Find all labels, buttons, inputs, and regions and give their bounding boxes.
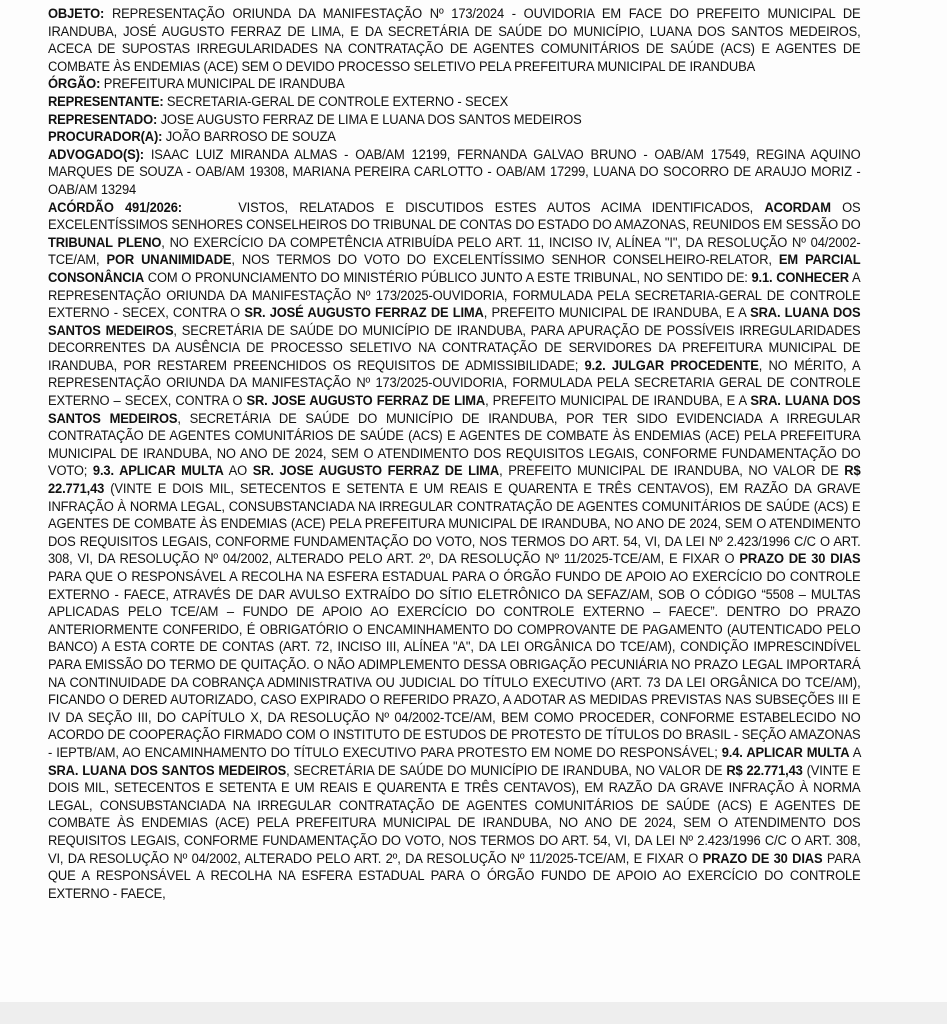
acordao-text: , NO MÉRITO, A REPRESENTAÇÃO ORIUNDA DA MANIFESTAÇÃO Nº 173/2025-OUVIDORIA, FORMULADA PELA SECRETARIA GERAL DE CONTROLE EXTERNO – SECEX, CONTRA O: [48, 357, 861, 409]
acordao-text: AO: [228, 463, 248, 479]
acordao-label: ACÓRDÃO 491/2026:: [48, 199, 182, 215]
procurador-text: JOÃO BARROSO DE SOUZA: [165, 129, 336, 145]
acordao-text: A: [852, 744, 861, 760]
acordao-text: OS EXCELENTÍSSIMOS SENHORES CONSELHEIROS DO TRIBUNAL DE CONTAS DO ESTADO DO AMAZONAS, REUNIDOS EM SESSÃO DO: [48, 199, 861, 233]
objeto-label: OBJETO:: [48, 6, 105, 21]
procurador-paragraph: [48, 128, 861, 146]
orgao-paragraph: [48, 75, 861, 93]
acordao-text: , SECRETÁRIA DE SAÚDE DO MUNICÍPIO DE IRANDUBA, NO VALOR DE: [286, 762, 723, 778]
acordao-text: , NOS TERMOS DO VOTO DO EXCELENTÍSSIMO SENHOR CONSELHEIRO-RELATOR,: [231, 252, 772, 268]
acordao-bold: SR. JOSÉ AUGUSTO FERRAZ DE LIMA: [244, 305, 484, 321]
acordao-bold: SR. JOSE AUGUSTO FERRAZ DE LIMA: [246, 393, 486, 409]
procurador-label: PROCURADOR(A):: [48, 129, 163, 145]
acordao-bold: SRA. LUANA DOS SANTOS MEDEIROS: [48, 305, 861, 338]
item-9-3-label: 9.3. APLICAR MULTA: [92, 463, 224, 479]
acordao-text: , PREFEITO MUNICIPAL DE IRANDUBA, E A: [485, 393, 747, 409]
acordao-text: (VINTE E DOIS MIL, SETECENTOS E SETENTA E UM REAIS E QUARENTA E TRÊS CENTAVOS), EM RAZÃO DA GRAVE INFRAÇÃO À NORMA LEGAL, CONSUBSTANCIADA NA IRREGULAR CONTRATAÇÃO DE AGENTES COMUNITÁRIOS DE SAÚDE (ACS) E AGENTES DE COMBATE ÀS ENDEMIAS (ACE) PELA PREFEITURA MUNICIPAL DE IRANDUBA, NO ANO DE 2024, SEM O ATENDIMENTO DOS REQUISITOS LEGAIS, CONFORME FUNDAMENTAÇÃO DO VOTO, NOS TERMOS DO ART. 54, VI, DA LEI Nº 2.423/1996 C/C O ART. 308, VI, DA RESOLUÇÃO Nº 04/2002, ALTERADO PELO ART. 2º, DA RESOLUÇÃO Nº 11/2025-TCE/AM, E FIXAR O: [48, 762, 861, 866]
deadline: PRAZO DE 30 DIAS: [739, 551, 861, 567]
acordao-text: , SECRETÁRIA DE SAÚDE DO MUNICÍPIO DE IRANDUBA, POR TER SIDO EVIDENCIADA A IRREGULAR CONTRATAÇÃO DE AGENTES COMUNITÁRIOS DE SAÚDE (ACS) E AGENTES DE COMBATE ÀS ENDEMIAS (ACE) PELA PREFEITURA MUNICIPAL DE IRANDUBA, NO ANO DE 2024, SEM O ATENDIMENTO DOS REQUISITOS LEGAIS, CONFORME FUNDAMENTAÇÃO DO VOTO;: [48, 410, 861, 479]
fine-amount: R$ 22.771,43: [726, 762, 803, 778]
acordao-bold: SRA. LUANA DOS SANTOS MEDEIROS: [48, 393, 861, 426]
acordao-text: , PREFEITO MUNICIPAL DE IRANDUBA, NO VALOR DE: [499, 463, 839, 479]
representado-text: JOSE AUGUSTO FERRAZ DE LIMA E LUANA DOS SANTOS MEDEIROS: [160, 111, 582, 127]
advogados-text: ISAAC LUIZ MIRANDA ALMAS - OAB/AM 12199, FERNANDA GALVAO BRUNO - OAB/AM 17549, REGINA AQUINO MARQUES DE SOUZA - OAB/AM 19308, MARIANA PEREIRA CARLOTTO - OAB/AM 17299, LUANA DO SOCORRO DE ARAUJO MORIZ - OAB/AM 13294: [48, 146, 861, 197]
acordao-bold: SRA. LUANA DOS SANTOS MEDEIROS: [48, 762, 287, 778]
acordao-bold: TRIBUNAL PLENO: [48, 234, 162, 250]
acordao-bold: EM PARCIAL CONSONÂNCIA: [48, 252, 861, 285]
representado-paragraph: [48, 111, 861, 129]
item-9-4-label: 9.4. APLICAR MULTA: [721, 744, 850, 760]
acordao-bold: SR. JOSE AUGUSTO FERRAZ DE LIMA: [252, 463, 500, 479]
advogados-label: ADVOGADO(S):: [48, 146, 144, 162]
representante-text: SECRETARIA-GERAL DE CONTROLE EXTERNO - SECEX: [166, 93, 509, 109]
acordao-text: , PREFEITO MUNICIPAL DE IRANDUBA, E A: [483, 305, 746, 321]
representado-label: REPRESENTADO:: [48, 111, 158, 127]
representante-label: REPRESENTANTE:: [48, 93, 164, 109]
objeto-paragraph: [48, 5, 861, 75]
acordao-paragraph: [48, 199, 861, 903]
acordao-text: PARA QUE O RESPONSÁVEL A RECOLHA NA ESFERA ESTADUAL PARA O ÓRGÃO FUNDO DE APOIO AO EXERCÍCIO DO CONTROLE EXTERNO - FAECE, ATRAVÉS DE DAR AVULSO EXTRAÍDO DO SÍTIO ELETRÔNICO DA SEFAZ/AM, SOB O CÓDIGO “5508 – MULTAS APLICADAS PELO TCE/AM – FUNDO DE APOIO AO EXERCÍCIO DO CONTROLE EXTERNO – FAECE”. DENTRO DO PRAZO ANTERIORMENTE CONFERIDO, É OBRIGATÓRIO O ENCAMINHAMENTO DO COMPROVANTE DE PAGAMENTO (AUTENTICADO PELO BANCO) A ESTA CORTE DE CONTAS (ART. 72, INCISO III, ALÍNEA "A", DA LEI ORGÂNICA DO TCE/AM), CONDIÇÃO IMPRESCINDÍVEL PARA EMISSÃO DO TERMO DE QUITAÇÃO. O NÃO ADIMPLEMENTO DESSA OBRIGAÇÃO PECUNIÁRIA NO PRAZO LEGAL IMPORTARÁ NA CONTINUIDADE DA COBRANÇA ADMINISTRATIVA OU JUDICIAL DO TÍTULO EXECUTIVO (ART. 73 DA LEI ORGÂNICA DO TCE/AM), FICANDO O DERED AUTORIZADO, CASO EXPIRADO O REFERIDO PRAZO, A ADOTAR AS MEDIDAS PREVISTAS NAS SUBSEÇÕES III E IV DA SEÇÃO III, DO CAPÍTULO X, DA RESOLUÇÃO Nº 04/2002-TCE/AM, BEM COMO PROCEDER, CONFORME ESTABELECIDO NO ACORDO DE COOPERAÇÃO FIRMADO COM O INSTITUTO DE ESTUDOS DE PROTESTO DE TÍTULOS DO BRASIL - SEÇÃO AMAZONAS - IEPTB/AM, AO ENCAMINHAMENTO DO TÍTULO EXECUTIVO PARA PROTESTO EM NOME DO RESPONSÁVEL;: [48, 569, 861, 760]
objeto-text: REPRESENTAÇÃO ORIUNDA DA MANIFESTAÇÃO Nº 173/2024 - OUVIDORIA EM FACE DO PREFEITO MUNICIPAL DE IRANDUBA, JOSÉ AUGUSTO FERRAZ DE LIMA, E DA SECRETÁRIA DE SAÚDE DO MUNICÍPIO, LUANA DOS SANTOS MEDEIROS, ACECA DE SUPOSTAS IRREGULARIDADES NA CONTRATAÇÃO DE AGENTES COMUNITÁRIOS DE SAÚDE (ACS) E AGENTES DE COMBATE ÀS ENDEMIAS (ACE) SEM O DEVIDO PROCESSO SELETIVO PELA PREFEITURA MUNICIPAL DE IRANDUBA: [48, 6, 861, 74]
acordao-bold: ACORDAM: [764, 199, 831, 215]
acordao-text: VISTOS, RELATADOS E DISCUTIDOS ESTES AUTOS ACIMA IDENTIFICADOS,: [238, 199, 754, 215]
acordao-text: A REPRESENTAÇÃO ORIUNDA DA MANIFESTAÇÃO Nº 173/2025-OUVIDORIA, FORMULADA PELA SECRETARIA-GERAL DE CONTROLE EXTERNO - SECEX, CONTRA O: [48, 269, 861, 321]
orgao-text: PREFEITURA MUNICIPAL DE IRANDUBA: [103, 76, 345, 92]
acordao-text: , SECRETÁRIA DE SAÚDE DO MUNICÍPIO DE IRANDUBA, PARA APURAÇÃO DE POSSÍVEIS IRREGULARIDADES DECORRENTES DA AUSÊNCIA DE PROCESSO SELETIVO NA CONTRATAÇÃO DE SERVIDORES DA PREFEITURA MUNICIPAL DE IRANDUBA, POR RESTAREM PREENCHIDOS OS REQUISITOS DE ADMISSIBILIDADE;: [48, 322, 861, 373]
fine-amount: R$ 22.771,43: [48, 463, 861, 497]
page-bottom-edge: [0, 1002, 947, 1024]
representante-paragraph: [48, 93, 861, 111]
acordao-text: COM O PRONUNCIAMENTO DO MINISTÉRIO PÚBLICO JUNTO A ESTE TRIBUNAL, NO SENTIDO DE:: [147, 269, 748, 285]
item-9-1-label: 9.1. CONHECER: [751, 269, 849, 285]
item-9-2-label: 9.2. JULGAR PROCEDENTE: [584, 357, 759, 373]
orgao-label: ÓRGÃO:: [48, 76, 101, 92]
advogados-paragraph: [48, 146, 861, 199]
deadline: PRAZO DE 30 DIAS: [702, 850, 823, 866]
acordao-text: PARA QUE A RESPONSÁVEL A RECOLHA NA ESFERA ESTADUAL PARA O ÓRGÃO FUNDO DE APOIO AO EXERCÍCIO DO CONTROLE EXTERNO - FAECE,: [48, 850, 861, 901]
acordao-bold: POR UNANIMIDADE: [106, 252, 232, 268]
acordao-text: , NO EXERCÍCIO DA COMPETÊNCIA ATRIBUÍDA PELO ART. 11, INCISO IV, ALÍNEA "I", DA RESOLUÇÃO Nº 04/2002-TCE/AM,: [48, 234, 861, 268]
document-body: [48, 5, 861, 902]
acordao-text: (VINTE E DOIS MIL, SETECENTOS E SETENTA E UM REAIS E QUARENTA E TRÊS CENTAVOS), EM RAZÃO DA GRAVE INFRAÇÃO À NORMA LEGAL, CONSUBSTANCIADA NA IRREGULAR CONTRATAÇÃO DE AGENTES COMUNITÁRIOS DE SAÚDE (ACS) E AGENTES DE COMBATE ÀS ENDEMIAS (ACE) PELA PREFEITURA MUNICIPAL DE IRANDUBA, NO ANO DE 2024, SEM O ATENDIMENTO DOS REQUISITOS LEGAIS, CONFORME FUNDAMENTAÇÃO DO VOTO, NOS TERMOS DO ART. 54, VI, DA LEI Nº 2.423/1996 C/C O ART. 308, VI, DA RESOLUÇÃO Nº 04/2002, ALTERADO PELO ART. 2º, DA RESOLUÇÃO Nº 11/2025-TCE/AM, E FIXAR O: [48, 481, 861, 567]
